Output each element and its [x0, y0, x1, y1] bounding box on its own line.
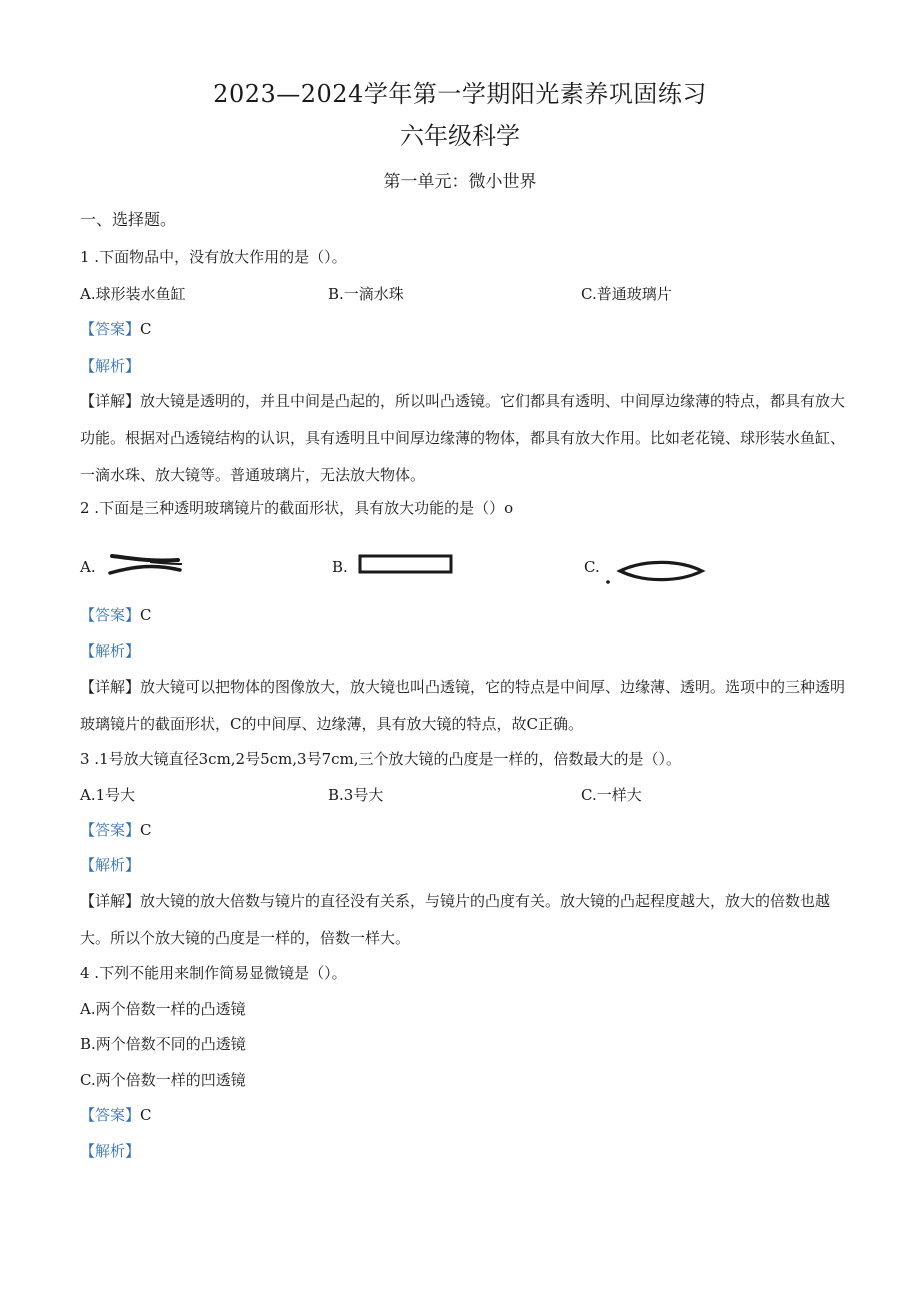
q2-analysis-tag: 【解析】: [80, 642, 141, 660]
q4-stem: 4 .下列不能用来制作简易显微镜是（）。: [80, 964, 347, 982]
q1-detail: [80, 383, 850, 494]
q3-option-a: A.1号大: [80, 786, 136, 804]
answer-tag: 【答案】: [80, 821, 141, 839]
q3-answer: [80, 819, 152, 841]
q1-answer: [80, 318, 152, 340]
q4-analysis-tag: 【解析】: [80, 1142, 141, 1160]
q1-option-b: B.一滴水珠: [328, 285, 404, 303]
q1-option-c: C.普通玻璃片: [581, 285, 672, 303]
q1-stem: 1 .下面物品中，没有放大作用的是（）。: [80, 248, 347, 266]
answer-value: C: [140, 1106, 152, 1124]
q2-stem: 2 .下面是三种透明玻璃镜片的截面形状，具有放大功能的是（）o: [80, 499, 514, 517]
q2-option-b-label: B.: [332, 558, 348, 576]
q2-detail: [80, 669, 850, 743]
answer-value: C: [140, 320, 152, 338]
q3-stem: 3 .1号放大镜直径3cm,2号5cm,3号7cm,三个放大镜的凸度是一样的，倍数最大的是（）。: [80, 750, 682, 768]
detail-tag: 【详解】: [80, 678, 141, 696]
answer-value: C: [140, 821, 152, 839]
q3-analysis-tag: 【解析】: [80, 856, 141, 874]
answer-tag: 【答案】: [80, 606, 141, 624]
q2-option-c-label: C.: [584, 558, 600, 576]
answer-tag: 【答案】: [80, 1106, 141, 1124]
detail-tag: 【详解】: [80, 392, 141, 410]
section-heading: 一、选择题。: [80, 210, 177, 229]
lens-a-concave-figure: [100, 548, 190, 580]
q2-option-a-label: A.: [80, 558, 96, 576]
q3-detail: [80, 883, 850, 957]
answer-value: C: [140, 606, 152, 624]
q4-option-a: A.两个倍数一样的凸透镜: [80, 1000, 246, 1018]
unit-heading: 第一单元：微小世界: [383, 172, 537, 192]
q1-option-a: A.球形装水鱼缸: [80, 285, 186, 303]
q3-option-c: C.一样大: [581, 786, 642, 804]
q4-answer: [80, 1104, 152, 1126]
lens-b-flat-figure: [358, 553, 454, 575]
answer-tag: 【答案】: [80, 320, 141, 338]
detail-tag: 【详解】: [80, 892, 141, 910]
page-subtitle: 六年级科学: [400, 122, 520, 150]
lens-c-convex-figure: [600, 556, 710, 590]
detail-text: 放大镜可以把物体的图像放大，放大镜也叫凸透镜，它的特点是中间厚、边缘薄、透明。选项中的三种透明玻璃镜片的截面形状，C的中间厚、边缘薄，具有放大镜的特点，故C正确。: [80, 678, 846, 733]
q4-option-c: C.两个倍数一样的凹透镜: [80, 1071, 246, 1089]
q2-answer: [80, 604, 152, 626]
q1-analysis-tag: 【解析】: [80, 357, 141, 375]
detail-text: 放大镜的放大倍数与镜片的直径没有关系，与镜片的凸度有关。放大镜的凸起程度越大，放大的倍数也越大。所以个放大镜的凸度是一样的，倍数一样大。: [80, 892, 831, 947]
detail-text: 放大镜是透明的，并且中间是凸起的，所以叫凸透镜。它们都具有透明、中间厚边缘薄的特点，都具有放大功能。根据对凸透镜结构的认识，具有透明且中间厚边缘薄的物体，都具有放大作用。比如老花镜、球形装水鱼缸、一滴水珠、放大镜等。普通玻璃片，无法放大物体。: [80, 392, 846, 484]
q4-option-b: B.两个倍数不同的凸透镜: [80, 1035, 246, 1053]
q3-option-b: B.3号大: [328, 786, 384, 804]
page-title: 2023—2024学年第一学期阳光素养巩固练习: [213, 80, 707, 108]
